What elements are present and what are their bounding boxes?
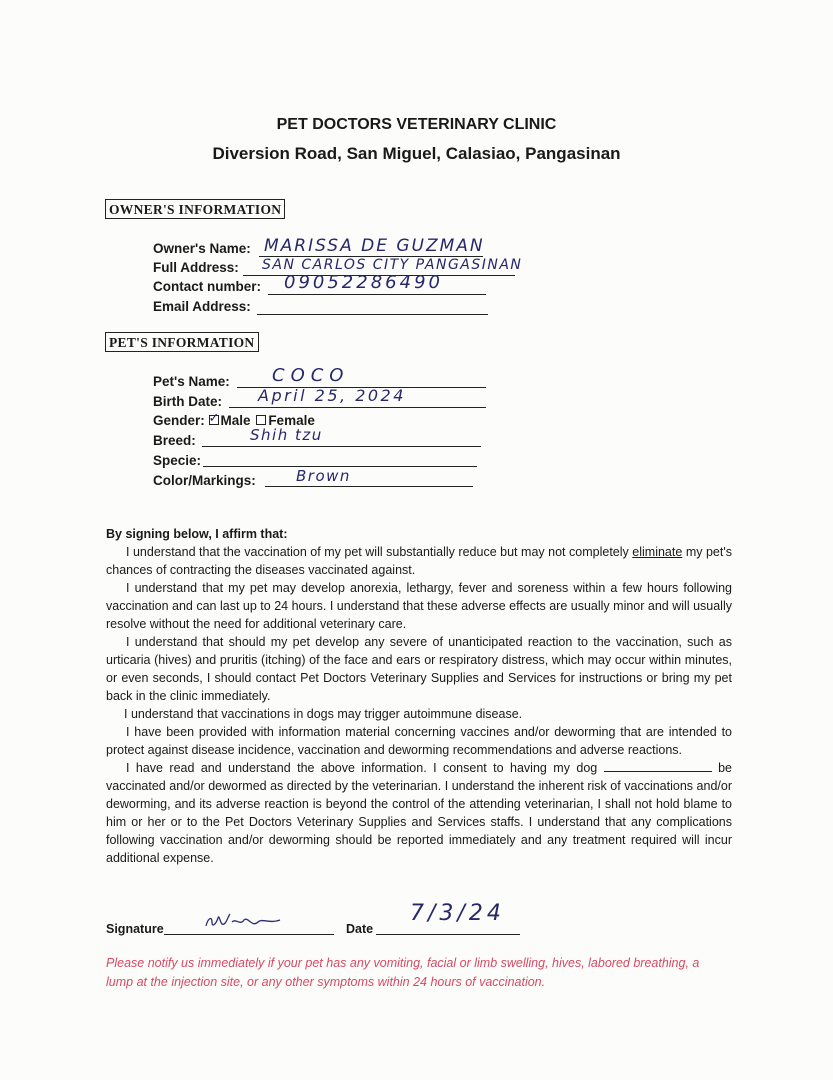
specie-label: Specie: [153, 453, 202, 468]
dog-name-blank[interactable] [604, 761, 712, 772]
birth-date-label: Birth Date: [153, 394, 223, 409]
birth-date-line [229, 407, 486, 408]
date-line [376, 934, 520, 935]
full-address-label: Full Address: [153, 260, 239, 275]
pet-section-title: PET'S INFORMATION [105, 332, 259, 352]
date-value[interactable]: 7/3/24 [410, 901, 505, 926]
color-markings-label: Color/Markings: [153, 473, 256, 488]
contact-number-value[interactable]: 09052286490 [284, 272, 443, 293]
p6-text-end: be vaccinated and/or dewormed as directed by the veterinarian. I understand the inherent risk of vaccinations and/or deworming, and its adverse reaction is beyond the control of the attending veterinarian, I shall not hold blame to him or her or to the Pet Doctors Veterinary Supplies and Services staffs. I understand that any complications following vaccination and/or deworming should be reported immediately and any treatment required will incur additional expense. [106, 761, 732, 865]
signature-label: Signature [106, 922, 164, 936]
email-address-label: Email Address: [153, 299, 251, 314]
clinic-name: PET DOCTORS VETERINARY CLINIC [276, 116, 557, 133]
pet-name-label: Pet's Name: [153, 374, 230, 389]
pet-name-value[interactable]: COCO [272, 365, 350, 386]
notice-text: Please notify us immediately if your pet has any vomiting, facial or limb swelling, hives, labored breathing, a lump at the injection site, or any other symptoms within 24 hours of vaccination. [106, 956, 700, 989]
male-option-label: Male [220, 413, 251, 428]
affirmation-paragraph-5: I have been provided with information material concerning vaccines and/or deworming that are intended to protect against disease incidence, vaccination and deworming recommendations and adverse reactions. [106, 725, 732, 757]
affirmation-paragraph-4: I understand that vaccinations in dogs may trigger autoimmune disease. [124, 707, 523, 721]
clinic-address: Diversion Road, San Miguel, Calasiao, Pangasinan [212, 144, 621, 163]
affirmation-paragraph-3: I understand that should my pet develop any severe of unanticipated reaction to the vaccination, such as urticaria (hives) and pruritis (itching) of the face and ears or respiratory distress, which may occur within minutes, or even seconds, I should contact Pet Doctors Veterinary Supplies and Services for instructions or bring my pet back in the clinic immediately. [106, 635, 732, 703]
email-address-line [257, 314, 488, 315]
affirmation-title: By signing below, I affirm that: [106, 527, 288, 541]
affirmation-paragraph-2: I understand that my pet may develop anorexia, lethargy, fever and soreness within a few hours following vaccination and can last up to 24 hours. I understand that these adverse effects are usually minor and will usually resolve without the need for additional veterinary care. [106, 581, 732, 631]
check-mark-icon: ✓ [208, 410, 220, 426]
signature-scribble[interactable] [200, 908, 290, 934]
p6-text: I have read and understand the above information. I consent to having my dog [126, 761, 598, 775]
color-markings-line [265, 486, 473, 487]
male-checkbox[interactable] [208, 410, 220, 426]
affirmation-block [106, 525, 732, 867]
owner-name-label: Owner's Name: [153, 241, 251, 256]
signature-line [164, 934, 334, 935]
contact-number-label: Contact number: [153, 279, 261, 294]
owner-name-value[interactable]: MARISSA DE GUZMAN [264, 236, 485, 256]
gender-label: Gender: [153, 413, 205, 428]
p1-text-end: my pet's chances of contracting the diseases vaccinated against. [106, 545, 732, 577]
breed-label: Breed: [153, 433, 196, 448]
contact-number-line [268, 294, 486, 295]
owner-section-title: OWNER'S INFORMATION [105, 199, 285, 219]
affirmation-paragraph-1 [106, 543, 732, 579]
p1-underlined: eliminate [632, 545, 683, 559]
breed-value[interactable]: Shih tzu [250, 426, 323, 444]
p1-text: I understand that the vaccination of my pet will substantially reduce but may not completely [126, 545, 633, 559]
color-markings-value[interactable]: Brown [296, 467, 351, 485]
affirmation-paragraph-6 [106, 759, 732, 867]
birth-date-value[interactable]: April 25, 2024 [258, 386, 406, 405]
breed-line [202, 446, 481, 447]
female-option-label: Female [268, 413, 315, 428]
full-address-value[interactable]: SAN CARLOS CITY PANGASINAN [262, 257, 523, 273]
date-label: Date [346, 922, 374, 936]
female-checkbox[interactable] [256, 415, 266, 425]
